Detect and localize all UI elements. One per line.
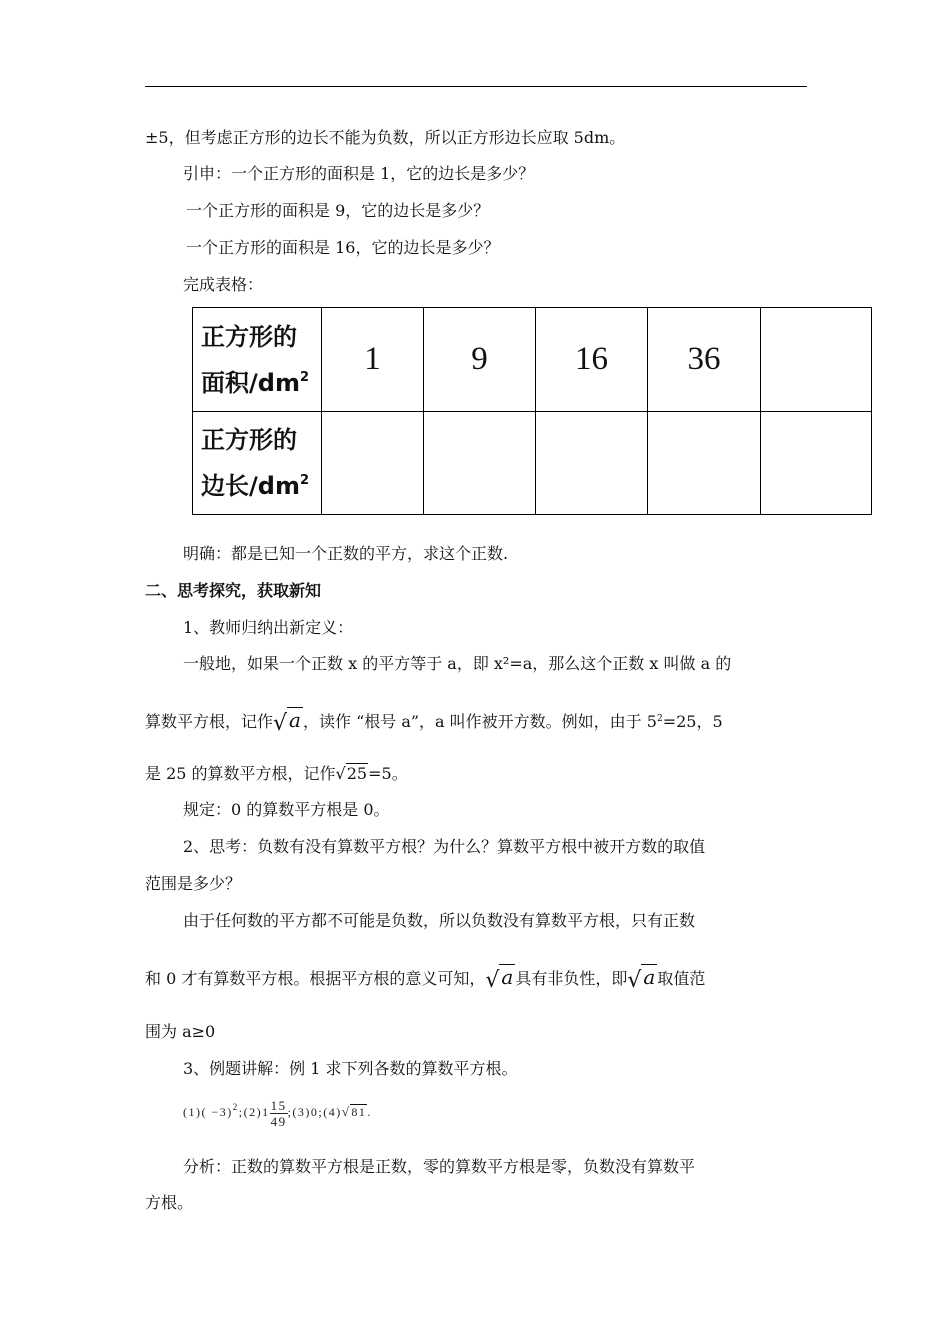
paragraph-13: 范围是多少？ [145,874,242,893]
text-run: 算数平方根，记作 [145,712,274,731]
example-part-2: ;(2)1 [238,1105,270,1119]
sqrt-25-formula [336,764,369,784]
example-problems [183,1097,372,1129]
area-value-cell: 16 [536,308,648,412]
paragraph-10 [145,764,408,784]
header-rule [145,86,807,87]
side-header-label: 边长/dm [201,472,300,500]
text-run: =5。 [368,764,408,783]
area-header-line2 [201,360,321,406]
side-header-line1: 正方形的 [201,426,297,454]
text-run: =25，5 [662,712,723,731]
paragraph-18: 分析：正数的算数平方根是正数，零的算数平方根是零，负数没有算数平 [183,1157,696,1176]
text-run: 具有非负性，即 [515,969,628,988]
area-header-cell [193,308,322,412]
area-value-cell: 36 [648,308,761,412]
fraction-numerator: 15 [270,1097,287,1113]
paragraph-19: 方根。 [145,1193,194,1212]
paragraph-11: 规定：0 的算数平方根是 0。 [183,800,390,819]
text-run: 和 0 才有算数平方根。根据平方根的意义可知， [145,969,486,988]
radical-sign: √ [627,968,642,993]
square-table [192,307,872,515]
side-value-cell [424,412,536,515]
text-run: 是 25 的算数平方根，记作 [145,764,336,783]
side-value-cell [322,412,424,515]
area-value-cell: 9 [424,308,536,412]
paragraph-8: 一般地，如果一个正数 x 的平方等于 a，即 x²=a，那么这个正数 x 叫做 a 的 [183,654,732,673]
paragraph-14: 由于任何数的平方都不可能是负数，所以负数没有算数平方根，只有正数 [183,911,696,930]
radical-sign: √ [335,764,346,783]
fraction [270,1098,288,1129]
paragraph-5: 完成表格： [183,275,264,294]
text-run: 取值范 [657,969,706,988]
paragraph-7: 1、教师归纳出新定义： [183,618,354,637]
sqrt-a-formula [627,967,657,991]
section-heading: 二、思考探究，获取新知 [145,581,322,600]
radicand: a [289,708,301,732]
text-run: ，读作 “根号 a”，a 叫作被开方数。例如，由于 5 [302,712,657,731]
radicand: 81 [351,1105,367,1119]
area-value-cell [761,308,872,412]
sqrt-a-formula [485,967,515,991]
sqrt-a-formula [273,710,303,734]
side-value-cell [761,412,872,515]
paragraph-4: 一个正方形的面积是 16，它的边长是多少？ [186,238,500,257]
paragraph-12: 2、思考：负数有没有算数平方根？为什么？算数平方根中被开方数的取值 [183,837,706,856]
radical-sign: √ [341,1104,351,1119]
superscript: 2 [656,714,663,724]
paragraph-15 [145,967,705,991]
side-header-cell [193,412,322,515]
paragraph-16: 围为 a≥0 [145,1022,216,1041]
example-part-1: (1)( −3) [183,1105,233,1119]
radicand: a [501,965,514,989]
example-end: . [367,1105,372,1119]
sqrt-81-formula [342,1097,368,1127]
paragraph-3: 一个正方形的面积是 9，它的边长是多少？ [186,201,490,220]
side-value-cell [648,412,761,515]
radical-sign: √ [273,711,288,736]
radicand: a [643,965,656,989]
example-sup: 2 [232,1102,239,1112]
area-header-line1: 正方形的 [201,322,297,351]
side-header-line2 [201,463,321,509]
example-part-3: ;(3)0;(4) [287,1105,342,1119]
area-header-label: 面积/dm [201,368,300,397]
paragraph-6: 明确：都是已知一个正数的平方，求这个正数. [183,544,509,563]
paragraph-9 [145,710,723,734]
paragraph-2: 引申：一个正方形的面积是 1，它的边长是多少？ [183,164,535,183]
radical-sign: √ [485,968,500,993]
side-header-sup: 2 [299,473,309,488]
table-row [193,412,872,515]
table-row [193,308,872,412]
side-value-cell [536,412,648,515]
fraction-denominator: 49 [270,1113,287,1129]
area-value-cell: 1 [322,308,424,412]
paragraph-17: 3、例题讲解：例 1 求下列各数的算数平方根。 [183,1059,518,1078]
area-header-sup: 2 [299,369,309,385]
paragraph-1: ±5，但考虑正方形的边长不能为负数，所以正方形边长应取 5dm。 [145,128,626,147]
radicand: 25 [346,764,368,783]
